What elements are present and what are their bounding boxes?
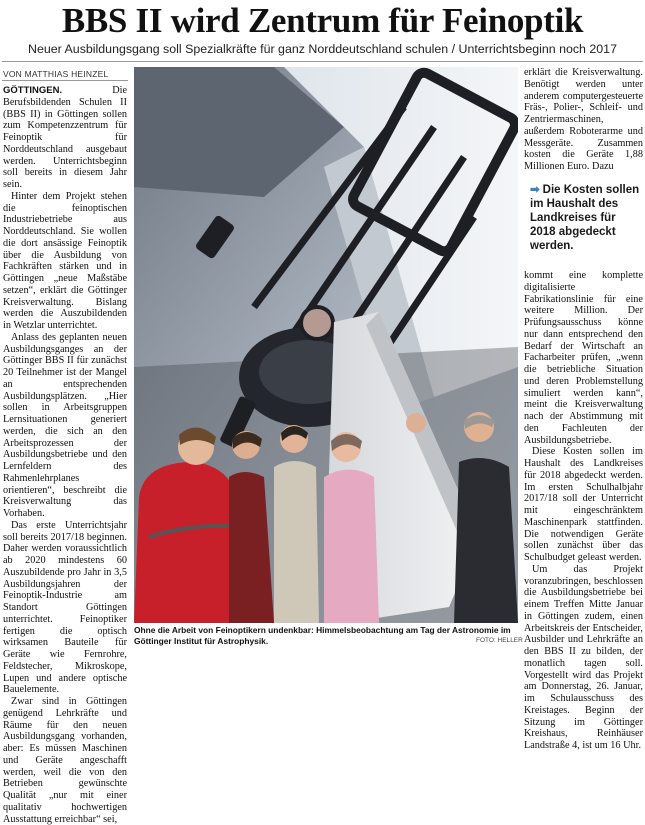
- paragraph-2: Hinter dem Projekt stehen die feinoptischen Industriebetriebe aus Norddeutschland. Sie wollen die dort ansässige Feinoptik über die Ausbildung von Fachkräften stärken und in Göttingen „neue Maßstäbe setzen“, erklärt die Göttinger Kreisverwaltung. Bislang werden die Auszubildenden in Wetzlar unterrichtet.: [3, 190, 127, 331]
- arrow-right-icon: ➡: [530, 184, 540, 196]
- dateline: GÖTTINGEN.: [3, 85, 63, 96]
- paragraph-7: kommt eine komplette digitalisierte Fabrikationslinie für eine weitere Million. Der Prüfungsausschuss könne nur dann entsprechend den Bedarf der Wirtschaft an Facharbeiter prüfen, „wenn die betriebliche Situation und deren Problemstellung simuliert werden kann“, meint die Kreisverwaltung nach der Abstimmung mit den Fachleuten der Ausbildungsbetriebe.: [524, 270, 643, 446]
- author-byline: VON MATTHIAS HEINZEL: [3, 69, 109, 79]
- subline: Neuer Ausbildungsgang soll Spezialkräfte für ganz Norddeutschland schulen / Unterrichtsbeginn noch 2017: [28, 42, 617, 56]
- pull-quote-text: Die Kosten sollen im Haushalt des Landkreises für 2018 abgedeckt werden.: [530, 184, 640, 252]
- article-column-1: [3, 85, 127, 825]
- paragraph-1: [3, 85, 127, 191]
- paragraph-1-text: Die Berufsbildenden Schulen II (BBS II) in Göttingen sollen zum Kompetenzzentrum für Feinoptik für Norddeutschland ausgebaut werden. Unterrichtsbeginn soll bereits in diesem Jahr sein.: [3, 85, 127, 190]
- paragraph-4: Das erste Unterrichtsjahr soll bereits 2017/18 beginnen. Daher werden voraussichtlich ab 2020 mindestens 60 Auszubildende pro Jahr in 3,5 Ausbildungsjahren der Feinoptik-Industrie am Standort Göttingen unterrichtet. Feinoptiker fertigen die optisch wirksamen Bauteile für Geräte wie Fernrohre, Feldstecher, Mikroskope, Lupen und andere optische Bauelemente.: [3, 519, 127, 696]
- paragraph-5: Zwar sind in Göttingen genügend Lehrkräfte und Räume für den neuen Ausbildungsgang vorhanden, aber: Es müssen Maschinen und Geräte angeschafft werden, weil die von den Betrieben gewünschte Qualität „nur mit einer qualitativ hochwertigen Ausstattung erreichbar“ sei,: [3, 696, 127, 825]
- paragraph-3: Anlass des geplanten neuen Ausbildungsganges an der Göttinger BBS II für zunächst 20 Teilnehmer ist der Mangel an entsprechenden Ausbildungsplätzen. „Hier sollen in Arbeitsgruppen Lernsituationen generiert werden, die sich an den Arbeitsprozessen der Ausbildungsbetriebe und den Lernfeldern des Rahmenlehrplanes orientieren“, beschreibt die Kreisverwaltung das Vorhaben.: [3, 331, 127, 519]
- header-rule: [2, 61, 643, 62]
- article-column-3-top: [524, 67, 643, 173]
- photo-caption: Ohne die Arbeit von Feinoptikern undenkbar: Himmelsbeobachtung am Tag der Astronomie im Göttinger Institut für Astrophysik.: [134, 625, 511, 646]
- pull-quote: [530, 183, 642, 253]
- telescope-photo: [134, 67, 518, 623]
- article-column-3-bottom: [524, 270, 643, 752]
- paragraph-9: Um das Projekt voranzubringen, beschlossen die Ausbildungsbetriebe bei einem Treffen Mitte Januar in Göttingen zudem, einen Arbeitskreis der Entscheider, Ausbilder und Lehrkräfte an den BBS II zu bilden, der monatlich tagen soll. Vorgestellt wird das Projekt am Donnerstag, 26. Januar, im Schulausschuss des Kreistages. Beginn der Sitzung im Göttinger Kreishaus, Reinhäuser Landstraße 4, ist um 16 Uhr.: [524, 563, 643, 751]
- paragraph-6: erklärt die Kreisverwaltung. Benötigt werden unter anderem computergesteuerte Fräs-, Polier-, Schleif- und Zentriermaschinen, außerdem Roboterarme und Messgeräte. Zusammen kosten die Geräte 1,88 Millionen Euro. Dazu: [524, 67, 643, 172]
- photo-credit: FOTO: HELLER: [476, 637, 523, 644]
- paragraph-8: Diese Kosten sollen im Haushalt des Landkreises für 2018 abgedeckt werden. Im ersten Schulhalbjahr 2017/18 soll der Unterricht mit eingeschränktem Maschinenpark stattfinden. Die notwendigen Geräte sollen zunächst über das Schulbudget geleast werden.: [524, 446, 643, 563]
- headline: BBS II wird Zentrum für Feinoptik: [61, 1, 584, 40]
- byline-rule: [2, 80, 128, 81]
